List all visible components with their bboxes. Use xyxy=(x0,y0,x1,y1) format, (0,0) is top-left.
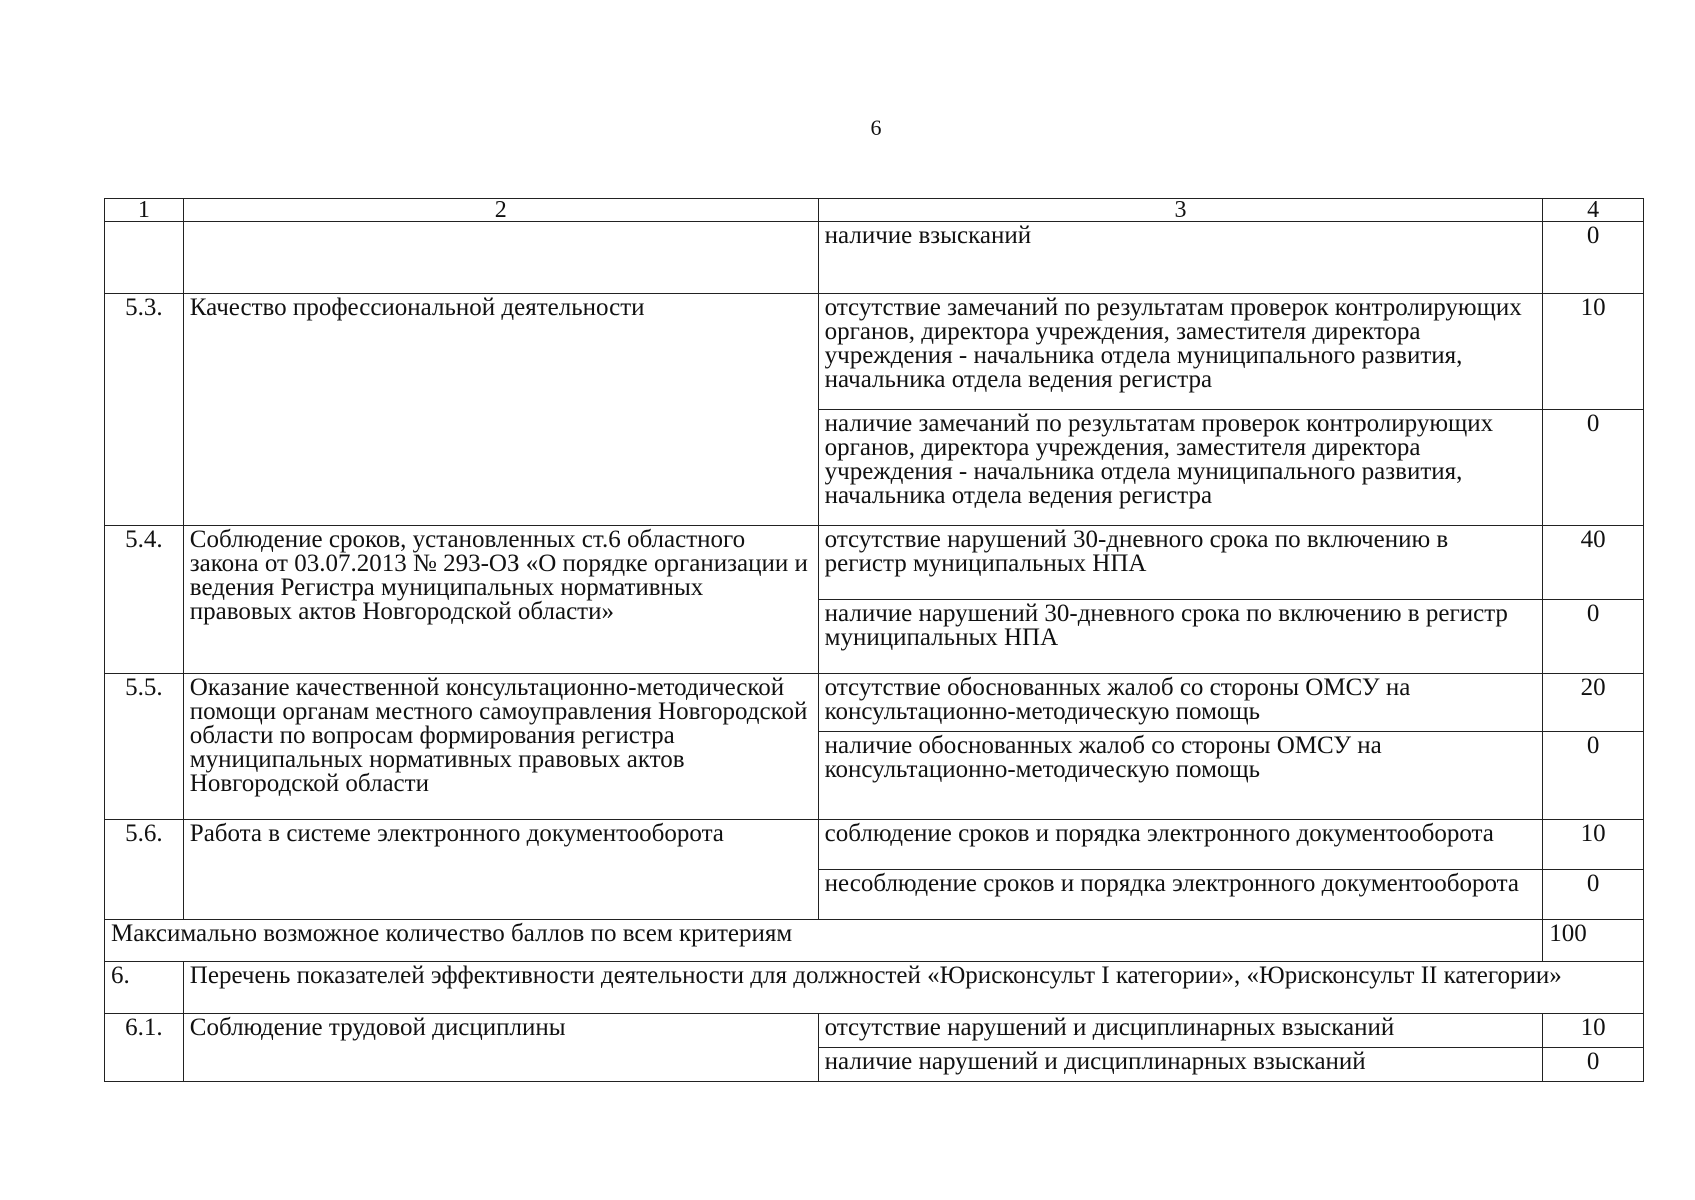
section-6-num: 6. xyxy=(105,962,184,1014)
criterion-cell: наличие нарушений 30-дневного срока по включению в регистр муниципальных НПА xyxy=(818,600,1543,674)
criterion-cell: наличие нарушений и дисциплинарных взысканий xyxy=(818,1048,1543,1082)
criterion-cell: отсутствие обоснованных жалоб со стороны ОМСУ на консультационно-методическую помощь xyxy=(818,674,1543,732)
criterion-cell: соблюдение сроков и порядка электронного документооборота xyxy=(818,820,1543,870)
title-cell xyxy=(183,222,818,294)
criterion-cell: наличие взысканий xyxy=(818,222,1543,294)
table-row xyxy=(105,294,1644,410)
score-cell: 40 xyxy=(1543,526,1644,600)
score-cell: 0 xyxy=(1543,600,1644,674)
table-row xyxy=(105,674,1644,732)
table-header-row xyxy=(105,199,1644,222)
score-cell: 20 xyxy=(1543,674,1644,732)
max-score-label: Максимально возможное количество баллов по всем критериям xyxy=(105,920,1543,962)
score-cell: 0 xyxy=(1543,732,1644,820)
section-6-title: Перечень показателей эффективности деятельности для должностей «Юрисконсульт I категории», «Юрисконсульт II категории» xyxy=(183,962,1643,1014)
criterion-cell: наличие обоснованных жалоб со стороны ОМСУ на консультационно-методическую помощь xyxy=(818,732,1543,820)
num-cell xyxy=(105,222,184,294)
max-score-row xyxy=(105,920,1644,962)
num-cell: 5.3. xyxy=(105,294,184,526)
criterion-cell: отсутствие нарушений и дисциплинарных взысканий xyxy=(818,1014,1543,1048)
criterion-cell: несоблюдение сроков и порядка электронного документооборота xyxy=(818,870,1543,920)
score-cell: 0 xyxy=(1543,870,1644,920)
num-cell: 6.1. xyxy=(105,1014,184,1082)
title-cell: Качество профессиональной деятельности xyxy=(183,294,818,526)
section-6-row xyxy=(105,962,1644,1014)
criteria-table xyxy=(104,198,1644,1082)
title-cell: Оказание качественной консультационно-методической помощи органам местного самоуправления Новгородской области по вопросам формирования регистра муниципальных нормативных правовых актов Новгородской области xyxy=(183,674,818,820)
title-cell: Соблюдение трудовой дисциплины xyxy=(183,1014,818,1082)
num-cell: 5.5. xyxy=(105,674,184,820)
header-col-2: 2 xyxy=(183,199,818,222)
max-score-value: 100 xyxy=(1543,920,1644,962)
criterion-cell: отсутствие нарушений 30-дневного срока по включению в регистр муниципальных НПА xyxy=(818,526,1543,600)
num-cell: 5.4. xyxy=(105,526,184,674)
title-cell: Соблюдение сроков, установленных ст.6 областного закона от 03.07.2013 № 293-ОЗ «О порядке организации и ведения Регистра муниципальных нормативных правовых актов Новгородской области» xyxy=(183,526,818,674)
score-cell: 10 xyxy=(1543,820,1644,870)
table-row xyxy=(105,526,1644,600)
criterion-cell: наличие замечаний по результатам проверок контролирующих органов, директора учреждения, заместителя директора учреждения - начальника отдела муниципального развития, начальника отдела ведения регистра xyxy=(818,410,1543,526)
header-col-3: 3 xyxy=(818,199,1543,222)
criterion-cell: отсутствие замечаний по результатам проверок контролирующих органов, директора учреждения, заместителя директора учреждения - начальника отдела муниципального развития, начальника отдела ведения регистра xyxy=(818,294,1543,410)
score-cell: 10 xyxy=(1543,294,1644,410)
score-cell: 0 xyxy=(1543,1048,1644,1082)
page-number: 6 xyxy=(870,115,882,140)
table-row xyxy=(105,222,1644,294)
header-col-1: 1 xyxy=(105,199,184,222)
score-cell: 0 xyxy=(1543,222,1644,294)
table-row xyxy=(105,1014,1644,1048)
num-cell: 5.6. xyxy=(105,820,184,920)
title-cell: Работа в системе электронного документооборота xyxy=(183,820,818,920)
score-cell: 10 xyxy=(1543,1014,1644,1048)
score-cell: 0 xyxy=(1543,410,1644,526)
header-col-4: 4 xyxy=(1543,199,1644,222)
table-row xyxy=(105,820,1644,870)
